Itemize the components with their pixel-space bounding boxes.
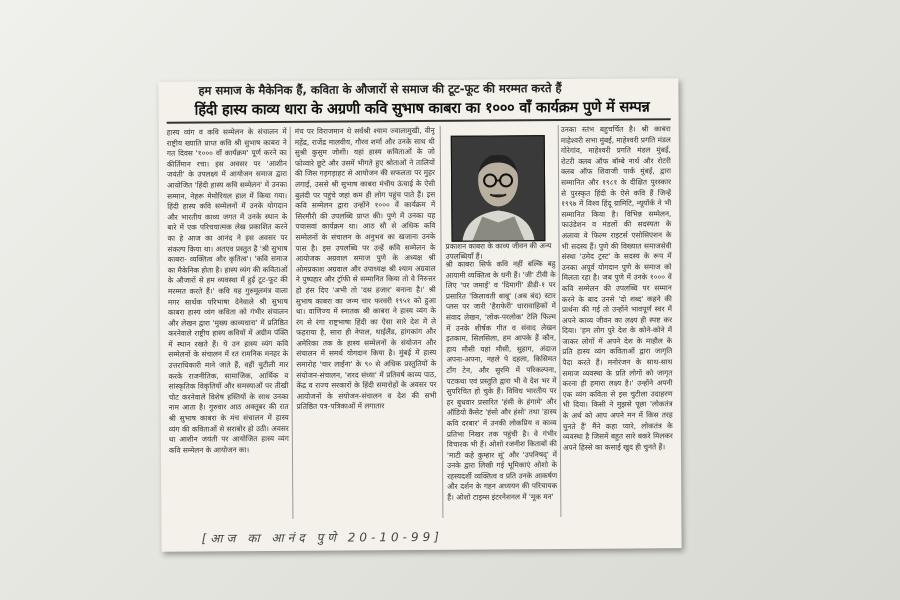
article-column-2: मंच पर विराजमान थे सर्वश्री श्याम ज्वालामुखी, वीनू महेंद्र, राजेंद्र मालवीय, गौरव शर्मा और उनके साथ थी सुश्री कुसुम जोशी। यहां हास्य कविताओं के जो फोव्वारे छूटे और उसमें भीगते हुए श्रोताओं ने तालियों की जिस गड़गड़ाहट से आयोजन की सफलता पर मुहर लगाई, उससे श्री सुभाष काबरा मंचीय ऊंचाई के ऐसी बुलंदी पर पहुंचे जहां कम ही लोग पहुंच पाते हैं। इस कवि सम्मेलन द्वारा उन्होंने १००० वें कार्यक्रम में सिरमौरी की उपलब्धि प्राप्त की। पुणे में उनका यह पचासवां कार्यक्रम था। आठ सौ से अधिक कवि सम्मेलनों के संचालन के अनुभव का खजाना उनके पास है। इस उपलब्धि पर उन्हें कवि सम्मेलन के आयोजक अग्रवाल समाज पुणे के अध्यक्ष श्री ओमप्रकाश अग्रवाल और उपाध्यक्ष श्री श्याम अग्रवाल ने पुष्पहार और ट्रॉफी से सम्मानित किया तो वे निरुत्तर हो हंस दिए 'अभी तो 'दस हजार' बनाना है।' श्री सुभाष काबरा का जन्म चार फरवरी १९५१ को हुआ था। वाणिज्य में स्नातक श्री काबरा ने हास्य व्यंग के रंग से रंगा राष्ट्रभाषा हिंदी का ऐसा सारे देश में ले फहराया है, सारा ही नेपाल, थाईलैंड, हांगकांग और अमेरिका तक के हास्य सम्मेलनों के संयोजन और संचालन में समर्थ योगदान किया है। मुंबई में हास्य समारोह 'चार लाईना' के ९० से अधिक प्रस्तुतियों के संयोजन-संचालन, 'शरद संध्या' में प्रतिवर्ष काव्य पाठ, केंद्र व राज्य सरकारों के हिंदी समारोहों के अवसर पर आयोजनों के संयोजन-संचालन व देश की सभी प्रतिष्ठित पत्र-पत्रिकाओं में लगातार (294, 125, 437, 412)
article-column-3: श्री काबरा सिर्फ कवि नहीं बल्कि बहु आयामी व्यक्तित्व के धनी हैं। 'जी' टीवी के लिए 'पर जमाई' व 'दिमागी' डीडी-१ पर प्रसारित 'किलावती बाबू' (अब बंद) स्टार प्लस पर जारी 'हैराफेरी' धारावाहिकों में संवाद लेखन, 'लोक-परलोक' टेलि फिल्म में उनके शीर्षक गीत व संवाद लेखन इतकाम, सिलसिला, हम आपके हैं कौन, हाय मौसी यहां मौसी, सुहाग, अंदाज अपना-अपना, नहले पे दहला, किसिमत टाँग टेन, और सुरमि में परिकल्पना, पटकथा एवं प्रस्तुति द्वारा भी वे देश भर में सुपरिचित हो चुके हैं। विविध भारतीय पर हर बुधवार प्रसारित 'हंसी के हंगामे' और ऑडियो कैसेट 'हंसो और हंसो' तथा 'हास्य कवि दरबार' में उनकी लोकप्रिय व काव्य प्रतिभा निखर तक पहुंची है। वे गंभीर विचारक भी हैं। ओशो रजनीश किताबों की 'माटी कहे कुम्हार सूं' और 'उपनिषद्' में उनके द्वारा लिखी गई भूमिकाएं ओशो के रहस्यदर्शी व्यक्तित्व व प्रति उनके आकर्षण और दर्शन के गहन अध्ययन की परिचायक हैं। ओशो टाइम्स इंटरनेशनल में 'मूक मन' (445, 259, 558, 502)
headline: हिंदी हास्य काव्य धारा के अग्रणी कवि सुभाष काबरा का १००० वाँ कार्यक्रम पुणे में सम्पन्न (194, 99, 650, 119)
kicker-line: हम समाज के मैकेनिक हैं, कविता के औजारों से समाज की टूट-फूट की मरम्मत करते हैं (198, 81, 562, 98)
column-divider (290, 127, 294, 519)
photo-caption: प्रकाशन काबरा के काव्य जीवन की अन्य उपलब्धियाँ हैं। (445, 241, 552, 261)
column-divider (440, 126, 444, 518)
article-column-1: हास्य व्यंग व कवि सम्मेलन के संचालन में राष्ट्रीय ख्याति प्राप्त कवि श्री सुभाष काबरा ने गत दिवस '१००० वाँ कार्यक्रम' पूर्ण करने का कीर्तिमान रचा। इस अवसर पर 'आशीन जयंती' के उपलक्ष्य में आयोजन समाज द्वारा आयोजित 'हिंदी हास्य कवि सम्मेलन' में उनका सम्मान, नेहरू मेमोरियल हाल में किया गया। हिंदी हास्य कवि सम्मेलनों में उनके योगदान और भारतीय काव्य जगत में उनके स्थान के बारे में एक परिचयात्मक लेख प्रकाशित करने का हे आज का आनंद ने इस अवसर पर संकल्प किया था। अतएव प्रस्तुत है 'श्री सुभाष काबरा- व्यक्तित्व और कृतित्व'। 'कवि समाज का मैकेनिक होता है। हास्य व्यंग की कविताओं के औजारों से हम व्यवस्था में हुई टूट-फूट की मरम्मत करते हैं।' कवि यह गुरुमूलमंत्र वाला मगर सार्थक परिभाषा देनेवाले श्री सुभाष काबरा हास्य व्यंग कविता को गंभीर संचालन और लेखन द्वारा 'मुख्य काव्यधारा' में प्रतिष्ठित करनेवाले राष्ट्रीय हास्य कवियों में अग्रीम पंक्ति में स्थान रखते हैं। ये उन हास्य व्यंग कवि सम्मेलनों के संचालन में रत रामनिक मनहर के उत्तराधिकारी माने जाते हैं, वहीं चुटीली मार करके राजनीतिक, सामाजिक, आर्थिक व सांस्कृतिक विकृतियों और समस्याओं पर तीखी चोट करनेवाले विशेष हस्तियों के साथ उनका नाम आता है। गुरुवार आठ अक्तूबर की रात श्री सुभाष काबरा के मंच संचालन में हास्य व्यंग की कविताओं से सराबोर हो उठी। अवसर था आशीन जयंती पर आयोजित हास्य व्यंग कवि सम्मेलन के आयोजन का। (166, 126, 289, 455)
newspaper-clipping (158, 78, 681, 552)
source-footer: [आज का आनंद पुणे 20-10-99] (201, 529, 443, 546)
portrait-photo (451, 135, 546, 242)
article-column-4: उनका स्तंभ बहुचर्चित है। श्री काबरा माहेश्वरी सभा मुंबई, माहेश्वरी प्रगति मंडल गोरेगांव, माहेश्वरी प्रगति मंडल मुंबई, रोटरी क्लब ऑफ बॉम्बे नार्थ और रोटरी क्लब ऑफ शिवाजी पार्क मुंबई, द्वारा सम्मानित और १९८१ के दीक्षित पुरस्कार से पुरस्कृत हिंदी के ऐसे कवि हैं जिन्हें १९९७ में विश्व हिंदू ग्रामिटि, न्यूयॉर्क ने भी सम्मानित किया है। विभिन्न सम्मेलन, फाउंडेशन व मंडलों की सदस्यता के अलावा वे फिल्म राइटर्स एसोसिएशन के भी सदस्य हैं। पुणे की विख्यात समाजसेवी संस्था 'उमेद ट्रस्ट' के सदस्य के रूप में उनका अपूर्व योगदान पुणे के समाज को मिलता रहा है। जब पुणे में उनके १००० वें कवि सम्मेलन की उपलब्धि पर सम्मान करने के बाद उनसे 'दो शब्द' कहने की प्रार्थना की गई तो उन्होंने भावपूर्ण स्वर में अपने काव्य जीवन का लक्ष्य ही स्पष्ट कर दिया। 'हम लोग पुरे देश के कोने-कोने में जाकर लोगों में अपने देश के माहौल के प्रति हास्य व्यंग कविताओं द्वारा जागृति पैदा करते हैं। मनोरंजन के साथ-साथ समाज व्यवस्था के प्रति लोगों को जागृत करना ही हमारा लक्ष्य है।' उन्होंने अपनी एक व्यंग कविता से इस चुटीला उदाहरण भी दिया। किसी ने मुझसे पूछा 'लोकतंत्र के अर्थ को आप अपने मन में किस तरह चुनते हैं' मैंने कहा प्यारे, लोकतंत्र के व्यवस्था है जिसमें बहुत सारे बकरे मिलकर अपने हिस्से का कसाई खुद ही चुनते हैं। (560, 124, 673, 452)
